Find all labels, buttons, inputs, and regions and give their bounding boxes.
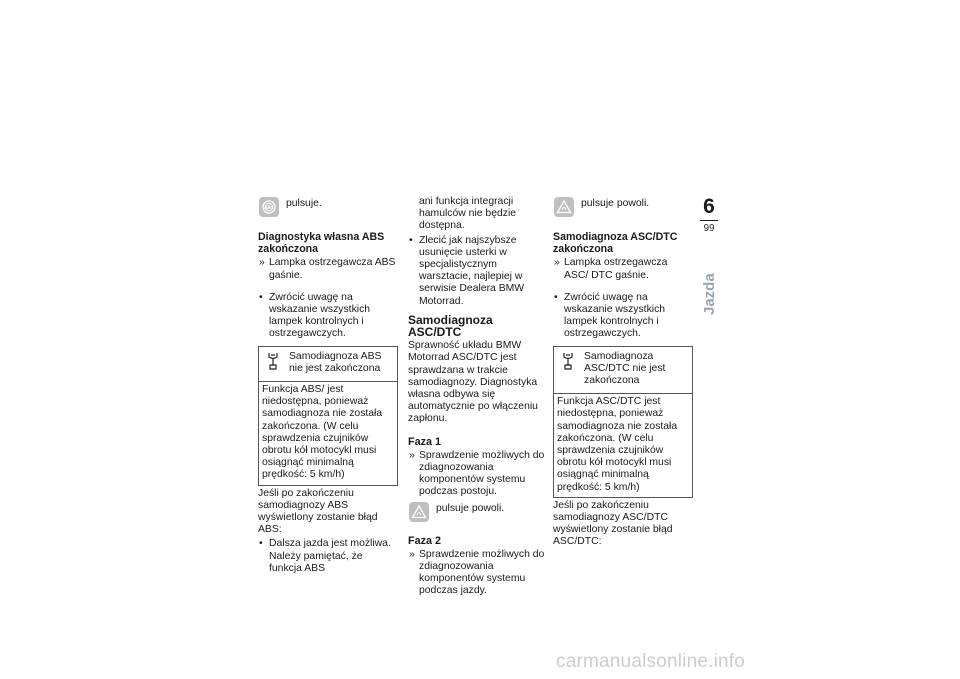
result-item: » Lampka ostrzegawcza ABS gaśnie. (259, 257, 396, 281)
instruction-item: • Zlecić jak najszybsze usunięcie usterki w specjalistycznym warsztacie, najlepiej w serwisie Dealera BMW Motorrad. (409, 234, 525, 307)
chapter-number: 6 (703, 195, 715, 218)
note-body: Funkcja ASC/DTC jest niedostępna, ponieważ samodiagnoza nie została zakończona. (W celu sprawdzenia czujników obrotu kół motocykl musi osiągnąć minimalną prędkość: 5 km/h) (557, 396, 678, 493)
note-box (553, 346, 693, 498)
svg-text:ABS: ABS (264, 204, 274, 210)
asc-lamp-status: pulsuje powoli. (581, 198, 650, 209)
bullet-marker: • (554, 291, 558, 303)
column-1 (258, 196, 398, 575)
note-header (554, 347, 692, 395)
phase-1-lamp-status: pulsuje powoli. (436, 502, 505, 514)
section-heading: Diagnostyka własna ABS zakończona (258, 231, 385, 256)
phase-2-item: » Sprawdzenie możliwych do zdiagnozowania komponentów systemu podczas jazdy. (409, 548, 545, 597)
column-2 (408, 196, 548, 598)
arrow-marker: » (409, 548, 415, 560)
instruction-item: • Zwrócić uwagę na wskazanie wszystkich lampek kontrolnych i ostrzegawczych. (554, 291, 666, 340)
note-header (259, 347, 397, 382)
note-box (258, 346, 398, 486)
watermark: carmanualsonline.info (556, 651, 746, 672)
instruction-item: • Dalsza jazda jest możliwa. Należy pamiętać, że funkcja ABS (259, 538, 391, 574)
arrow-marker: » (554, 257, 560, 269)
phase-2-title: Faza 2 (408, 534, 442, 547)
bullet-marker: • (259, 291, 263, 303)
column-3 (553, 196, 693, 549)
section-heading: Samodiagnoza ASC/DTC (408, 312, 493, 340)
note-title: Samodiagnoza ASC/DTC nie jest zakończona (584, 350, 666, 387)
note-title: Samodiagnoza ABS nie jest zakończona (289, 350, 382, 374)
chapter-title: Jazda (701, 273, 718, 315)
continued-text: ani funkcja integracji hamulców nie będzie dostępna. (419, 196, 517, 232)
abs-lamp-status: pulsuje. (286, 198, 322, 209)
wrench-icon (562, 352, 574, 374)
abs-warning-icon (259, 197, 279, 217)
phase-1-lamp-row (408, 501, 548, 525)
paragraph: Sprawność układu BMW Motorrad ASC/DTC jest sprawdzana w trakcie samodiagnozy. Diagnostyka własna odbywa się automatycznie po włączeniu zapłonu. (408, 340, 538, 425)
arrow-marker: » (259, 257, 265, 269)
phase-1-item: » Sprawdzenie możliwych do zdiagnozowania komponentów systemu podczas postoju. (409, 449, 545, 498)
bullet-marker: • (259, 538, 263, 550)
result-item: » Lampka ostrzegawcza ASC/ DTC gaśnie. (554, 257, 668, 281)
asc-lamp-row (553, 196, 693, 220)
chapter-divider (700, 220, 718, 221)
phase-1-title: Faza 1 (408, 435, 442, 448)
traction-warning-icon (554, 197, 574, 217)
chapter-tab (697, 196, 721, 234)
note-body: Funkcja ABS/ jest niedostępna, ponieważ samodiagnoza nie została zakończona. (W celu sprawdzenia czujników obrotu kół motocykl musi osiągnąć minimalną prędkość: 5 km/h) (262, 384, 383, 481)
wrench-icon (267, 352, 279, 374)
paragraph: Jeśli po zakończeniu samodiagnozy ASC/DTC wyświetlony zostanie błąd ASC/DTC: (553, 499, 673, 548)
instruction-item: • Zwrócić uwagę na wskazanie wszystkich lampek kontrolnych i ostrzegawczych. (259, 291, 371, 340)
abs-lamp-row (258, 196, 398, 220)
page-number: 99 (703, 223, 715, 234)
paragraph: Jeśli po zakończeniu samodiagnozy ABS wyświetlony zostanie błąd ABS: (258, 487, 378, 536)
arrow-marker: » (409, 449, 415, 461)
section-heading: Samodiagnoza ASC/DTC zakończona (553, 231, 678, 256)
traction-warning-icon (409, 502, 429, 522)
bullet-marker: • (409, 234, 413, 246)
